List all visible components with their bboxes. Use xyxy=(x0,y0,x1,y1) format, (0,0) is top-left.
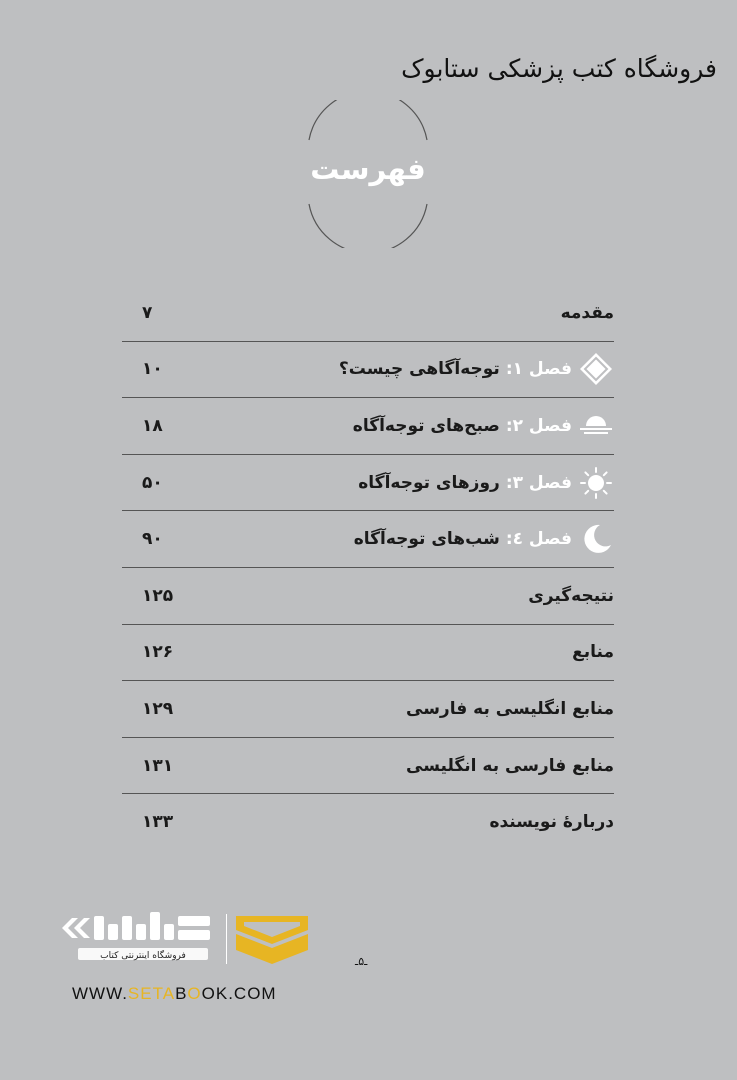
toc-entry-title xyxy=(406,756,614,776)
toc-row-chapter-2[interactable] xyxy=(122,398,614,455)
toc-entry-title xyxy=(489,812,614,832)
toc-row-references[interactable] xyxy=(122,625,614,682)
setabook-logo xyxy=(58,908,314,970)
toc-entry-title xyxy=(572,642,614,662)
toc-entry-title xyxy=(358,465,614,501)
toc-row-chapter-4[interactable] xyxy=(122,511,614,568)
double-chevron-icon xyxy=(62,918,90,938)
toc-entry-label: شب‌های توجه‌آگاه xyxy=(353,529,500,550)
sun-icon xyxy=(578,465,614,501)
toc-entry-title xyxy=(561,303,614,323)
toc-entry-title xyxy=(528,586,614,606)
toc-row-english-persian-glossary[interactable] xyxy=(122,681,614,738)
toc-entry-label: مقدمه xyxy=(560,302,614,323)
toc-entry-label: روزهای توجه‌آگاه xyxy=(358,472,500,493)
toc-row-persian-english-glossary[interactable] xyxy=(122,738,614,795)
svg-text:فروشگاه اینترنتی کتاب: فروشگاه اینترنتی کتاب xyxy=(100,951,186,961)
store-title: فروشگاه کتب پزشکی ستابوک xyxy=(401,54,717,83)
website-url[interactable] xyxy=(72,984,277,1004)
toc-page-number: ۱۳۳ xyxy=(142,812,174,833)
url-part: OK.COM xyxy=(201,984,277,1003)
toc-page-number: ۹۰ xyxy=(142,529,163,550)
toc-entry-label: نتیجه‌گیری xyxy=(528,585,614,606)
toc-page-number: ۷ xyxy=(142,302,153,323)
toc-page-number: ۱۲۶ xyxy=(142,642,174,663)
toc-entry-label: منابع فارسی به انگلیسی xyxy=(406,755,614,776)
page-number: ـ۵ـ xyxy=(355,955,368,968)
moon-icon xyxy=(578,521,614,557)
chapter-label: فصل ٤: xyxy=(505,529,572,550)
url-part: WWW. xyxy=(72,984,128,1003)
toc-page-number: ۵۰ xyxy=(142,472,163,493)
chapter-label: فصل ۱: xyxy=(505,359,572,380)
url-highlight: O xyxy=(187,984,202,1003)
chapter-label: فصل ۲: xyxy=(505,415,572,436)
table-of-contents xyxy=(122,285,614,850)
diamond-icon xyxy=(578,351,614,387)
toc-entry-label: صبح‌های توجه‌آگاه xyxy=(352,415,500,436)
toc-row-chapter-3[interactable] xyxy=(122,455,614,512)
toc-page-number: ۱۸ xyxy=(142,415,163,436)
chapter-label: فصل ۳: xyxy=(505,472,572,493)
toc-entry-label: منابع انگلیسی به فارسی xyxy=(406,698,614,719)
toc-page-number: ۱۲۵ xyxy=(142,585,174,606)
toc-row-about-author[interactable] xyxy=(122,794,614,850)
toc-row-introduction[interactable] xyxy=(122,285,614,342)
toc-entry-title xyxy=(354,521,614,557)
toc-heading: فهرست xyxy=(310,152,426,186)
toc-row-conclusion[interactable] xyxy=(122,568,614,625)
toc-page-number: ۱۲۹ xyxy=(142,698,174,719)
toc-heading-frame xyxy=(297,100,439,248)
toc-page-number: ۱۰ xyxy=(142,359,163,380)
toc-entry-title xyxy=(339,351,614,387)
url-highlight: SETA xyxy=(127,984,176,1003)
toc-entry-label: منابع xyxy=(572,642,614,663)
toc-entry-title xyxy=(353,408,614,444)
url-part: B xyxy=(175,984,188,1003)
toc-entry-label: توجه‌آگاهی چیست؟ xyxy=(338,359,500,380)
sunrise-icon xyxy=(578,408,614,444)
toc-page-number: ۱۳۱ xyxy=(142,755,174,776)
toc-row-chapter-1[interactable] xyxy=(122,342,614,399)
toc-entry-label: دربارهٔ نویسنده xyxy=(489,812,614,833)
toc-entry-title xyxy=(406,699,614,719)
